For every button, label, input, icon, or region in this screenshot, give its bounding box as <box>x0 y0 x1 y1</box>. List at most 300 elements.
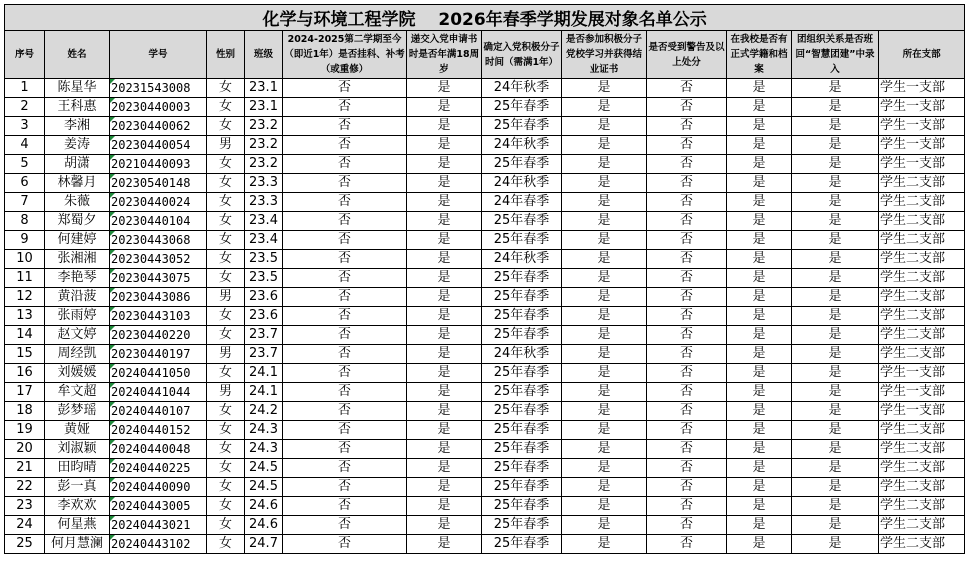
cell-gender[interactable]: 女 <box>207 212 245 231</box>
cell-gender[interactable]: 女 <box>207 174 245 193</box>
cell-class[interactable]: 24.6 <box>245 516 283 535</box>
cell-disciplinary[interactable]: 否 <box>647 307 727 326</box>
cell-class[interactable]: 24.3 <box>245 440 283 459</box>
cell-gender[interactable]: 女 <box>207 440 245 459</box>
cell-activist-date[interactable]: 25年春季 <box>482 497 562 516</box>
cell-class[interactable]: 24.1 <box>245 364 283 383</box>
cell-index[interactable]: 4 <box>5 136 45 155</box>
cell-enrollment[interactable]: 是 <box>727 307 792 326</box>
cell-party-school[interactable]: 是 <box>562 402 647 421</box>
cell-student-id[interactable]: 20230440003 <box>110 98 207 117</box>
cell-class[interactable]: 24.7 <box>245 535 283 554</box>
cell-activist-date[interactable]: 25年春季 <box>482 288 562 307</box>
cell-activist-date[interactable]: 24年秋季 <box>482 174 562 193</box>
cell-league-record[interactable]: 是 <box>792 307 879 326</box>
cell-branch[interactable]: 学生二支部 <box>879 345 965 364</box>
cell-enrollment[interactable]: 是 <box>727 516 792 535</box>
cell-enrollment[interactable]: 是 <box>727 497 792 516</box>
cell-party-school[interactable]: 是 <box>562 326 647 345</box>
cell-class[interactable]: 23.6 <box>245 288 283 307</box>
cell-class[interactable]: 23.7 <box>245 326 283 345</box>
cell-disciplinary[interactable]: 否 <box>647 212 727 231</box>
cell-student-id[interactable]: 20240443102 <box>110 535 207 554</box>
cell-name[interactable]: 朱薇 <box>45 193 110 212</box>
cell-student-id[interactable]: 20230440197 <box>110 345 207 364</box>
cell-name[interactable]: 何星燕 <box>45 516 110 535</box>
cell-enrollment[interactable]: 是 <box>727 193 792 212</box>
cell-party-school[interactable]: 是 <box>562 421 647 440</box>
cell-age-18[interactable]: 是 <box>407 535 482 554</box>
cell-party-school[interactable]: 是 <box>562 79 647 98</box>
cell-party-school[interactable]: 是 <box>562 345 647 364</box>
cell-enrollment[interactable]: 是 <box>727 459 792 478</box>
cell-index[interactable]: 12 <box>5 288 45 307</box>
cell-class[interactable]: 23.2 <box>245 117 283 136</box>
cell-index[interactable]: 25 <box>5 535 45 554</box>
cell-gender[interactable]: 女 <box>207 98 245 117</box>
cell-age-18[interactable]: 是 <box>407 516 482 535</box>
cell-index[interactable]: 10 <box>5 250 45 269</box>
cell-enrollment[interactable]: 是 <box>727 98 792 117</box>
cell-disciplinary[interactable]: 否 <box>647 440 727 459</box>
cell-student-id[interactable]: 20231543008 <box>110 79 207 98</box>
cell-student-id[interactable]: 20230540148 <box>110 174 207 193</box>
cell-name[interactable]: 黄娅 <box>45 421 110 440</box>
cell-branch[interactable]: 学生二支部 <box>879 535 965 554</box>
cell-league-record[interactable]: 是 <box>792 98 879 117</box>
cell-disciplinary[interactable]: 否 <box>647 402 727 421</box>
cell-index[interactable]: 22 <box>5 478 45 497</box>
cell-name[interactable]: 姜涛 <box>45 136 110 155</box>
cell-activist-date[interactable]: 25年春季 <box>482 440 562 459</box>
cell-gender[interactable]: 女 <box>207 402 245 421</box>
cell-index[interactable]: 13 <box>5 307 45 326</box>
cell-branch[interactable]: 学生二支部 <box>879 193 965 212</box>
cell-student-id[interactable]: 20210440093 <box>110 155 207 174</box>
cell-branch[interactable]: 学生一支部 <box>879 136 965 155</box>
cell-gender[interactable]: 女 <box>207 516 245 535</box>
cell-branch[interactable]: 学生二支部 <box>879 174 965 193</box>
cell-gender[interactable]: 女 <box>207 326 245 345</box>
cell-disciplinary[interactable]: 否 <box>647 326 727 345</box>
cell-branch[interactable]: 学生二支部 <box>879 516 965 535</box>
cell-activist-date[interactable]: 25年春季 <box>482 383 562 402</box>
cell-branch[interactable]: 学生二支部 <box>879 421 965 440</box>
cell-activist-date[interactable]: 25年春季 <box>482 98 562 117</box>
cell-branch[interactable]: 学生二支部 <box>879 269 965 288</box>
header-branch[interactable]: 所在支部 <box>879 31 965 79</box>
cell-branch[interactable]: 学生一支部 <box>879 79 965 98</box>
cell-failed-courses[interactable]: 否 <box>283 79 407 98</box>
cell-index[interactable]: 15 <box>5 345 45 364</box>
cell-failed-courses[interactable]: 否 <box>283 269 407 288</box>
cell-name[interactable]: 刘淑颖 <box>45 440 110 459</box>
cell-enrollment[interactable]: 是 <box>727 421 792 440</box>
cell-failed-courses[interactable]: 否 <box>283 364 407 383</box>
cell-league-record[interactable]: 是 <box>792 440 879 459</box>
cell-party-school[interactable]: 是 <box>562 307 647 326</box>
cell-age-18[interactable]: 是 <box>407 193 482 212</box>
cell-party-school[interactable]: 是 <box>562 516 647 535</box>
cell-enrollment[interactable]: 是 <box>727 155 792 174</box>
cell-student-id[interactable]: 20240443021 <box>110 516 207 535</box>
cell-student-id[interactable]: 20240443005 <box>110 497 207 516</box>
cell-party-school[interactable]: 是 <box>562 174 647 193</box>
cell-party-school[interactable]: 是 <box>562 250 647 269</box>
cell-class[interactable]: 23.5 <box>245 250 283 269</box>
cell-class[interactable]: 23.3 <box>245 174 283 193</box>
cell-party-school[interactable]: 是 <box>562 155 647 174</box>
header-league-record[interactable]: 团组织关系是否班回“智慧团建”中录入 <box>792 31 879 79</box>
cell-party-school[interactable]: 是 <box>562 288 647 307</box>
cell-party-school[interactable]: 是 <box>562 364 647 383</box>
header-class[interactable]: 班级 <box>245 31 283 79</box>
cell-league-record[interactable]: 是 <box>792 288 879 307</box>
cell-branch[interactable]: 学生一支部 <box>879 155 965 174</box>
cell-party-school[interactable]: 是 <box>562 136 647 155</box>
cell-party-school[interactable]: 是 <box>562 383 647 402</box>
cell-age-18[interactable]: 是 <box>407 307 482 326</box>
cell-failed-courses[interactable]: 否 <box>283 326 407 345</box>
cell-party-school[interactable]: 是 <box>562 193 647 212</box>
cell-class[interactable]: 23.1 <box>245 79 283 98</box>
cell-class[interactable]: 23.5 <box>245 269 283 288</box>
cell-name[interactable]: 彭梦瑶 <box>45 402 110 421</box>
cell-gender[interactable]: 女 <box>207 307 245 326</box>
cell-gender[interactable]: 女 <box>207 535 245 554</box>
cell-branch[interactable]: 学生一支部 <box>879 383 965 402</box>
cell-student-id[interactable]: 20230440062 <box>110 117 207 136</box>
cell-branch[interactable]: 学生一支部 <box>879 117 965 136</box>
cell-activist-date[interactable]: 24年秋季 <box>482 136 562 155</box>
cell-party-school[interactable]: 是 <box>562 117 647 136</box>
cell-failed-courses[interactable]: 否 <box>283 288 407 307</box>
cell-failed-courses[interactable]: 否 <box>283 307 407 326</box>
cell-enrollment[interactable]: 是 <box>727 174 792 193</box>
cell-name[interactable]: 周经凯 <box>45 345 110 364</box>
cell-disciplinary[interactable]: 否 <box>647 250 727 269</box>
cell-index[interactable]: 19 <box>5 421 45 440</box>
cell-disciplinary[interactable]: 否 <box>647 478 727 497</box>
cell-index[interactable]: 9 <box>5 231 45 250</box>
cell-student-id[interactable]: 20230443075 <box>110 269 207 288</box>
cell-league-record[interactable]: 是 <box>792 326 879 345</box>
cell-party-school[interactable]: 是 <box>562 497 647 516</box>
cell-failed-courses[interactable]: 否 <box>283 516 407 535</box>
cell-league-record[interactable]: 是 <box>792 459 879 478</box>
cell-branch[interactable]: 学生二支部 <box>879 250 965 269</box>
cell-name[interactable]: 黄沿菠 <box>45 288 110 307</box>
cell-index[interactable]: 3 <box>5 117 45 136</box>
cell-activist-date[interactable]: 25年春季 <box>482 117 562 136</box>
cell-age-18[interactable]: 是 <box>407 402 482 421</box>
cell-party-school[interactable]: 是 <box>562 478 647 497</box>
cell-disciplinary[interactable]: 否 <box>647 421 727 440</box>
cell-index[interactable]: 14 <box>5 326 45 345</box>
cell-activist-date[interactable]: 25年春季 <box>482 535 562 554</box>
cell-name[interactable]: 林馨月 <box>45 174 110 193</box>
cell-gender[interactable]: 男 <box>207 345 245 364</box>
cell-gender[interactable]: 女 <box>207 497 245 516</box>
header-age-18[interactable]: 递交入党申请书时是否年满18周岁 <box>407 31 482 79</box>
cell-gender[interactable]: 女 <box>207 231 245 250</box>
cell-league-record[interactable]: 是 <box>792 193 879 212</box>
cell-age-18[interactable]: 是 <box>407 421 482 440</box>
cell-class[interactable]: 24.3 <box>245 421 283 440</box>
cell-gender[interactable]: 女 <box>207 117 245 136</box>
cell-student-id[interactable]: 20240440107 <box>110 402 207 421</box>
cell-enrollment[interactable]: 是 <box>727 402 792 421</box>
cell-student-id[interactable]: 20230443086 <box>110 288 207 307</box>
cell-index[interactable]: 1 <box>5 79 45 98</box>
cell-league-record[interactable]: 是 <box>792 250 879 269</box>
cell-age-18[interactable]: 是 <box>407 440 482 459</box>
cell-failed-courses[interactable]: 否 <box>283 345 407 364</box>
cell-age-18[interactable]: 是 <box>407 288 482 307</box>
cell-disciplinary[interactable]: 否 <box>647 98 727 117</box>
cell-party-school[interactable]: 是 <box>562 440 647 459</box>
cell-class[interactable]: 24.2 <box>245 402 283 421</box>
cell-league-record[interactable]: 是 <box>792 402 879 421</box>
cell-failed-courses[interactable]: 否 <box>283 98 407 117</box>
cell-name[interactable]: 张湘湘 <box>45 250 110 269</box>
cell-failed-courses[interactable]: 否 <box>283 478 407 497</box>
cell-age-18[interactable]: 是 <box>407 212 482 231</box>
cell-enrollment[interactable]: 是 <box>727 326 792 345</box>
cell-activist-date[interactable]: 25年春季 <box>482 364 562 383</box>
cell-activist-date[interactable]: 25年春季 <box>482 155 562 174</box>
cell-activist-date[interactable]: 25年春季 <box>482 326 562 345</box>
cell-disciplinary[interactable]: 否 <box>647 155 727 174</box>
header-student-id[interactable]: 学号 <box>110 31 207 79</box>
cell-disciplinary[interactable]: 否 <box>647 516 727 535</box>
cell-name[interactable]: 胡潇 <box>45 155 110 174</box>
cell-disciplinary[interactable]: 否 <box>647 79 727 98</box>
cell-enrollment[interactable]: 是 <box>727 231 792 250</box>
cell-age-18[interactable]: 是 <box>407 478 482 497</box>
cell-disciplinary[interactable]: 否 <box>647 383 727 402</box>
cell-activist-date[interactable]: 25年春季 <box>482 459 562 478</box>
cell-gender[interactable]: 女 <box>207 364 245 383</box>
cell-activist-date[interactable]: 25年春季 <box>482 402 562 421</box>
cell-failed-courses[interactable]: 否 <box>283 535 407 554</box>
cell-student-id[interactable]: 20240440048 <box>110 440 207 459</box>
cell-league-record[interactable]: 是 <box>792 79 879 98</box>
cell-party-school[interactable]: 是 <box>562 212 647 231</box>
cell-age-18[interactable]: 是 <box>407 98 482 117</box>
cell-student-id[interactable]: 20230440054 <box>110 136 207 155</box>
cell-age-18[interactable]: 是 <box>407 383 482 402</box>
cell-branch[interactable]: 学生二支部 <box>879 231 965 250</box>
cell-class[interactable]: 24.5 <box>245 459 283 478</box>
cell-activist-date[interactable]: 24年秋季 <box>482 250 562 269</box>
cell-student-id[interactable]: 20230443103 <box>110 307 207 326</box>
cell-league-record[interactable]: 是 <box>792 155 879 174</box>
cell-activist-date[interactable]: 24年春季 <box>482 193 562 212</box>
cell-activist-date[interactable]: 25年春季 <box>482 307 562 326</box>
cell-name[interactable]: 王科惠 <box>45 98 110 117</box>
cell-student-id[interactable]: 20230440104 <box>110 212 207 231</box>
cell-index[interactable]: 20 <box>5 440 45 459</box>
cell-gender[interactable]: 女 <box>207 269 245 288</box>
cell-gender[interactable]: 女 <box>207 193 245 212</box>
cell-index[interactable]: 23 <box>5 497 45 516</box>
cell-failed-courses[interactable]: 否 <box>283 250 407 269</box>
header-enrollment[interactable]: 在我校是否有正式学籍和档案 <box>727 31 792 79</box>
cell-index[interactable]: 24 <box>5 516 45 535</box>
cell-enrollment[interactable]: 是 <box>727 364 792 383</box>
cell-failed-courses[interactable]: 否 <box>283 155 407 174</box>
cell-age-18[interactable]: 是 <box>407 79 482 98</box>
cell-activist-date[interactable]: 25年春季 <box>482 478 562 497</box>
header-index[interactable]: 序号 <box>5 31 45 79</box>
cell-disciplinary[interactable]: 否 <box>647 136 727 155</box>
cell-name[interactable]: 赵文婷 <box>45 326 110 345</box>
cell-disciplinary[interactable]: 否 <box>647 345 727 364</box>
cell-gender[interactable]: 男 <box>207 383 245 402</box>
cell-name[interactable]: 田昀晴 <box>45 459 110 478</box>
cell-league-record[interactable]: 是 <box>792 364 879 383</box>
cell-league-record[interactable]: 是 <box>792 136 879 155</box>
cell-party-school[interactable]: 是 <box>562 535 647 554</box>
cell-index[interactable]: 18 <box>5 402 45 421</box>
cell-name[interactable]: 何月慧澜 <box>45 535 110 554</box>
header-failed-courses[interactable]: 2024-2025第二学期至今（即近1年）是否挂科、补考（或重修） <box>283 31 407 79</box>
cell-gender[interactable]: 女 <box>207 478 245 497</box>
cell-age-18[interactable]: 是 <box>407 497 482 516</box>
cell-failed-courses[interactable]: 否 <box>283 193 407 212</box>
cell-league-record[interactable]: 是 <box>792 174 879 193</box>
cell-branch[interactable]: 学生一支部 <box>879 98 965 117</box>
cell-activist-date[interactable]: 25年春季 <box>482 212 562 231</box>
cell-enrollment[interactable]: 是 <box>727 440 792 459</box>
cell-failed-courses[interactable]: 否 <box>283 117 407 136</box>
cell-disciplinary[interactable]: 否 <box>647 269 727 288</box>
cell-student-id[interactable]: 20240440225 <box>110 459 207 478</box>
header-disciplinary[interactable]: 是否受到警告及以上处分 <box>647 31 727 79</box>
cell-enrollment[interactable]: 是 <box>727 269 792 288</box>
cell-age-18[interactable]: 是 <box>407 269 482 288</box>
cell-student-id[interactable]: 20240440090 <box>110 478 207 497</box>
cell-age-18[interactable]: 是 <box>407 459 482 478</box>
cell-name[interactable]: 李艳琴 <box>45 269 110 288</box>
cell-party-school[interactable]: 是 <box>562 269 647 288</box>
cell-disciplinary[interactable]: 否 <box>647 288 727 307</box>
cell-failed-courses[interactable]: 否 <box>283 440 407 459</box>
cell-gender[interactable]: 女 <box>207 250 245 269</box>
cell-index[interactable]: 11 <box>5 269 45 288</box>
cell-disciplinary[interactable]: 否 <box>647 174 727 193</box>
cell-class[interactable]: 23.4 <box>245 231 283 250</box>
cell-index[interactable]: 17 <box>5 383 45 402</box>
cell-branch[interactable]: 学生二支部 <box>879 440 965 459</box>
cell-age-18[interactable]: 是 <box>407 231 482 250</box>
cell-index[interactable]: 2 <box>5 98 45 117</box>
cell-league-record[interactable]: 是 <box>792 383 879 402</box>
cell-party-school[interactable]: 是 <box>562 459 647 478</box>
cell-index[interactable]: 16 <box>5 364 45 383</box>
cell-branch[interactable]: 学生二支部 <box>879 307 965 326</box>
cell-class[interactable]: 24.5 <box>245 478 283 497</box>
cell-gender[interactable]: 女 <box>207 155 245 174</box>
cell-branch[interactable]: 学生一支部 <box>879 402 965 421</box>
cell-disciplinary[interactable]: 否 <box>647 535 727 554</box>
cell-name[interactable]: 何建婷 <box>45 231 110 250</box>
cell-student-id[interactable]: 20230440024 <box>110 193 207 212</box>
cell-failed-courses[interactable]: 否 <box>283 136 407 155</box>
cell-index[interactable]: 7 <box>5 193 45 212</box>
cell-index[interactable]: 5 <box>5 155 45 174</box>
cell-name[interactable]: 刘媛媛 <box>45 364 110 383</box>
cell-student-id[interactable]: 20240440152 <box>110 421 207 440</box>
cell-failed-courses[interactable]: 否 <box>283 497 407 516</box>
cell-class[interactable]: 23.1 <box>245 98 283 117</box>
cell-name[interactable]: 陈星华 <box>45 79 110 98</box>
header-gender[interactable]: 性别 <box>207 31 245 79</box>
cell-enrollment[interactable]: 是 <box>727 79 792 98</box>
cell-student-id[interactable]: 20230443068 <box>110 231 207 250</box>
cell-league-record[interactable]: 是 <box>792 497 879 516</box>
cell-class[interactable]: 23.3 <box>245 193 283 212</box>
cell-age-18[interactable]: 是 <box>407 174 482 193</box>
cell-activist-date[interactable]: 24年秋季 <box>482 345 562 364</box>
header-name[interactable]: 姓名 <box>45 31 110 79</box>
cell-disciplinary[interactable]: 否 <box>647 117 727 136</box>
cell-failed-courses[interactable]: 否 <box>283 421 407 440</box>
cell-league-record[interactable]: 是 <box>792 345 879 364</box>
cell-failed-courses[interactable]: 否 <box>283 402 407 421</box>
cell-branch[interactable]: 学生二支部 <box>879 459 965 478</box>
cell-failed-courses[interactable]: 否 <box>283 174 407 193</box>
cell-age-18[interactable]: 是 <box>407 250 482 269</box>
cell-index[interactable]: 21 <box>5 459 45 478</box>
cell-league-record[interactable]: 是 <box>792 421 879 440</box>
cell-class[interactable]: 23.2 <box>245 155 283 174</box>
cell-class[interactable]: 24.6 <box>245 497 283 516</box>
cell-age-18[interactable]: 是 <box>407 155 482 174</box>
cell-enrollment[interactable]: 是 <box>727 117 792 136</box>
cell-activist-date[interactable]: 25年春季 <box>482 516 562 535</box>
cell-name[interactable]: 张雨婷 <box>45 307 110 326</box>
cell-class[interactable]: 23.6 <box>245 307 283 326</box>
cell-gender[interactable]: 女 <box>207 459 245 478</box>
cell-age-18[interactable]: 是 <box>407 326 482 345</box>
cell-class[interactable]: 23.4 <box>245 212 283 231</box>
cell-league-record[interactable]: 是 <box>792 231 879 250</box>
cell-age-18[interactable]: 是 <box>407 364 482 383</box>
cell-branch[interactable]: 学生一支部 <box>879 364 965 383</box>
cell-activist-date[interactable]: 24年秋季 <box>482 79 562 98</box>
cell-age-18[interactable]: 是 <box>407 117 482 136</box>
cell-index[interactable]: 6 <box>5 174 45 193</box>
cell-gender[interactable]: 女 <box>207 79 245 98</box>
cell-student-id[interactable]: 20240441044 <box>110 383 207 402</box>
cell-league-record[interactable]: 是 <box>792 269 879 288</box>
cell-disciplinary[interactable]: 否 <box>647 497 727 516</box>
cell-branch[interactable]: 学生二支部 <box>879 326 965 345</box>
cell-failed-courses[interactable]: 否 <box>283 231 407 250</box>
header-party-school[interactable]: 是否参加积极分子党校学习并获得结业证书 <box>562 31 647 79</box>
cell-league-record[interactable]: 是 <box>792 535 879 554</box>
cell-enrollment[interactable]: 是 <box>727 288 792 307</box>
cell-activist-date[interactable]: 25年春季 <box>482 421 562 440</box>
cell-disciplinary[interactable]: 否 <box>647 459 727 478</box>
cell-branch[interactable]: 学生二支部 <box>879 478 965 497</box>
sheet-title[interactable]: 化学与环境工程学院 2026年春季学期发展对象名单公示 <box>5 5 965 31</box>
cell-league-record[interactable]: 是 <box>792 516 879 535</box>
cell-gender[interactable]: 女 <box>207 421 245 440</box>
cell-enrollment[interactable]: 是 <box>727 345 792 364</box>
